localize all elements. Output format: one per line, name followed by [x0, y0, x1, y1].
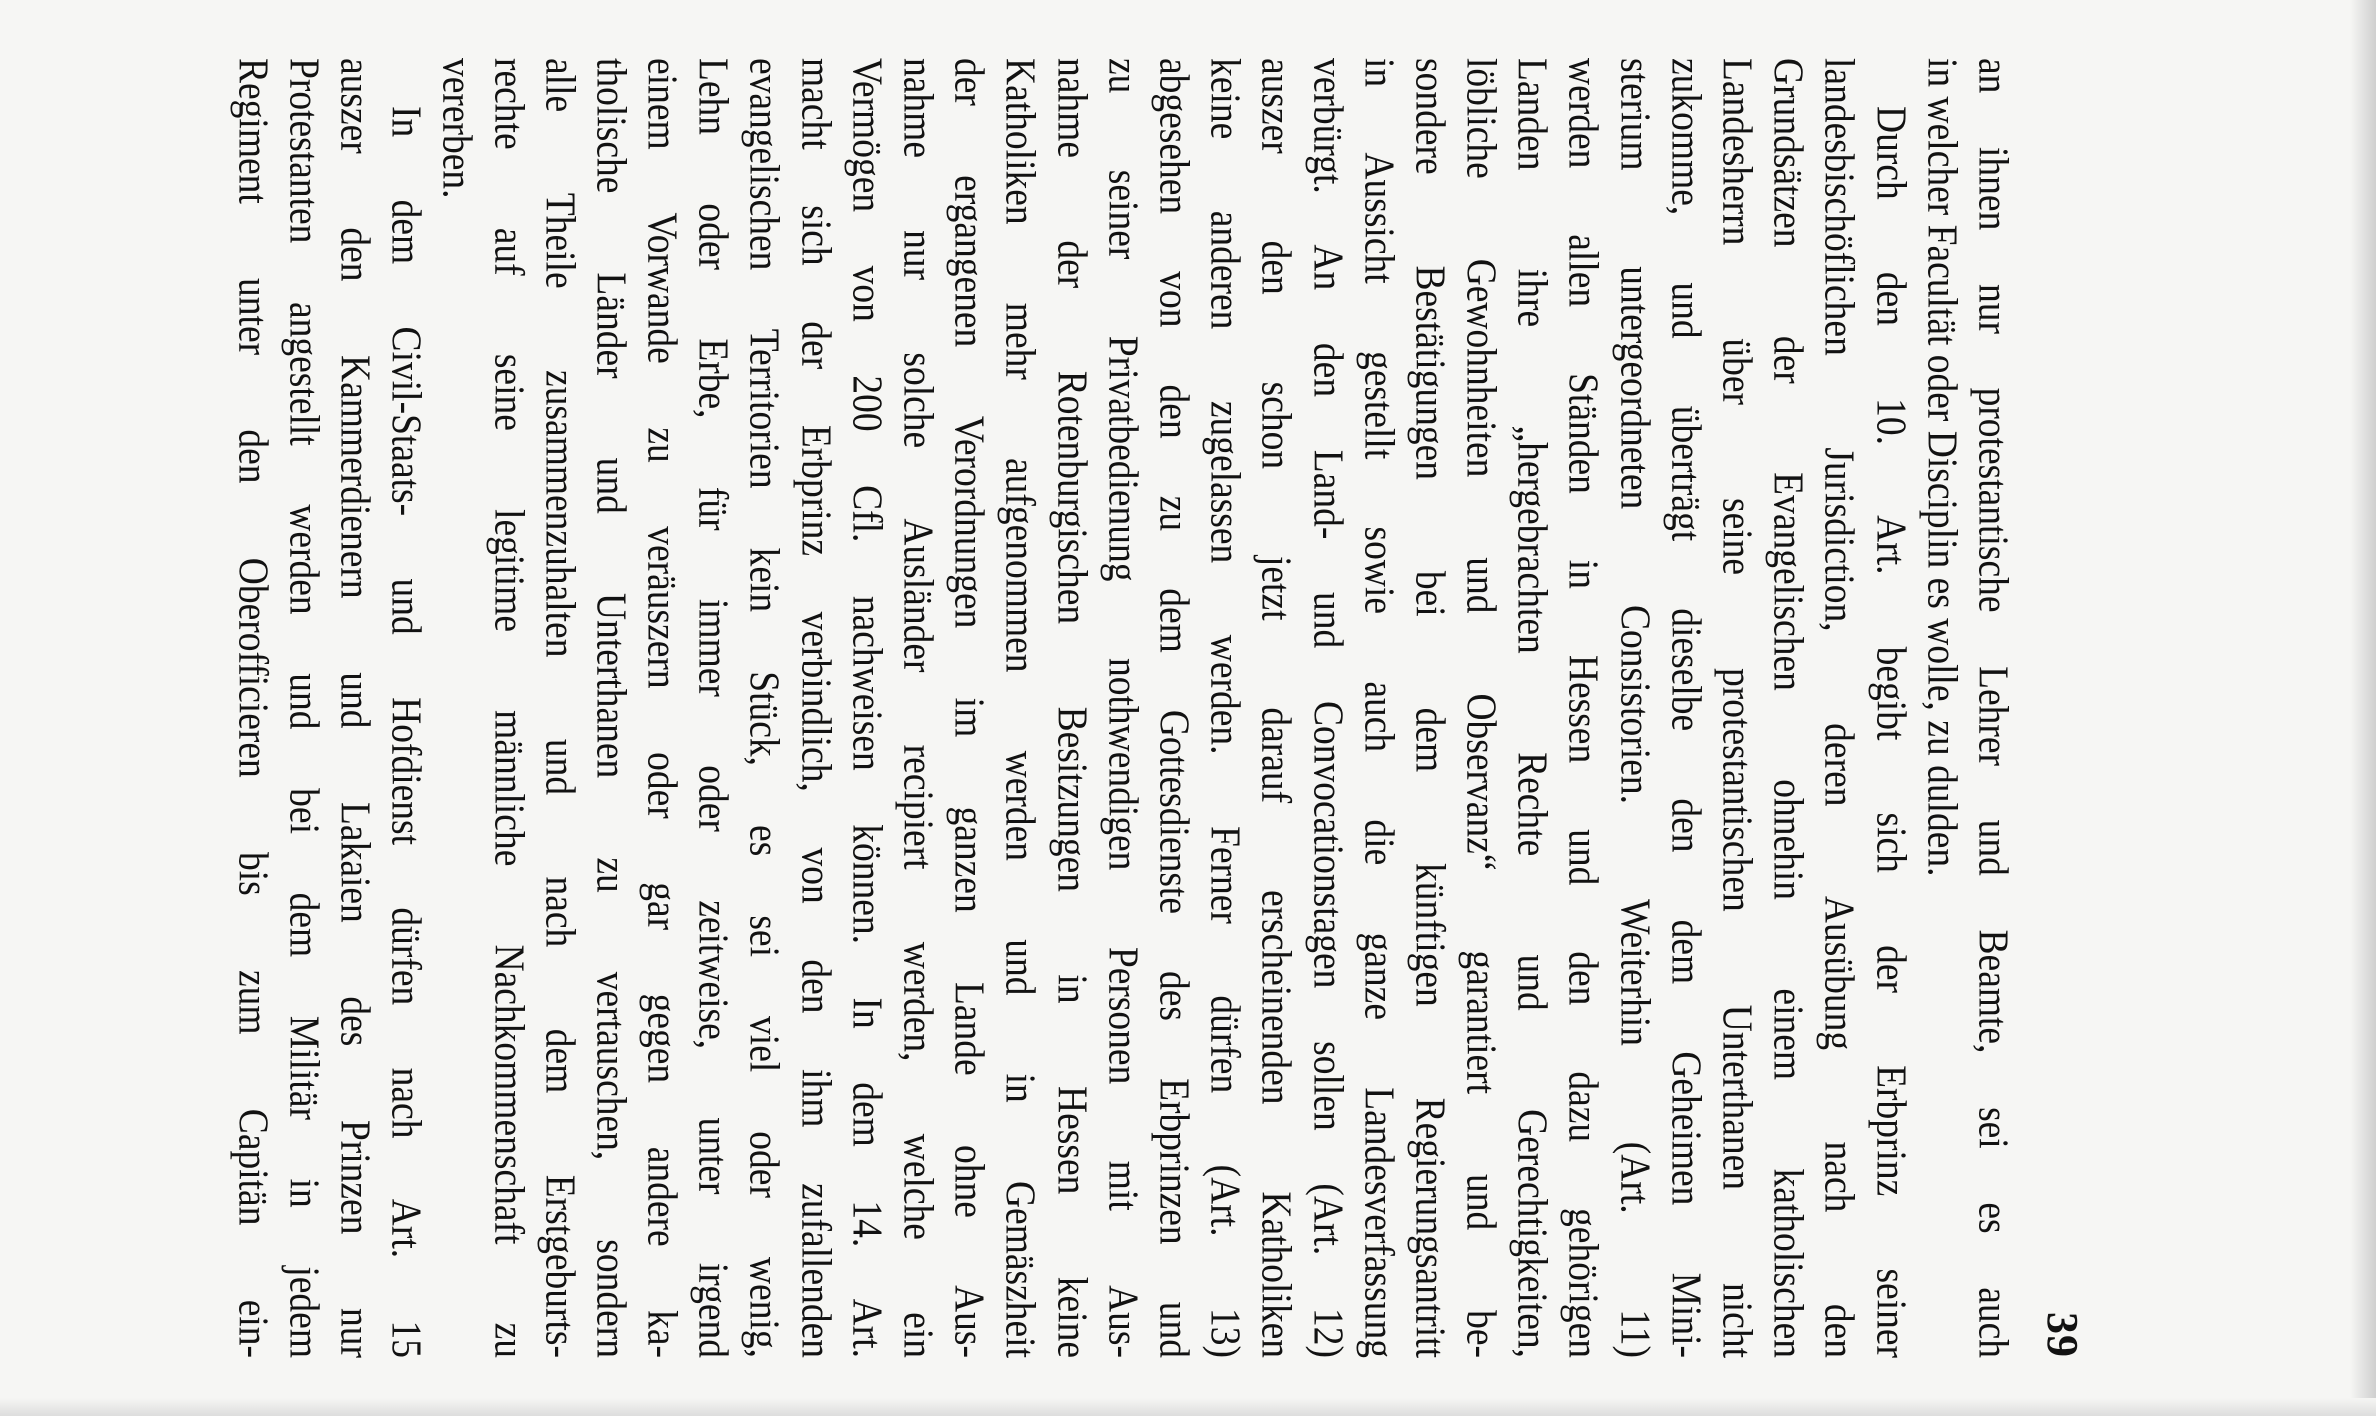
paper-edge-shadow-right: [2350, 0, 2376, 1416]
text-line: In dem Civil-Staats- und Hofdienst dürfen nach Art. 15: [382, 106, 429, 1358]
text-line: keine anderen zugelassen werden. Ferner dürfen (Art. 13): [1201, 58, 1248, 1358]
text-line: Durch den 10. Art. begibt sich der Erbprinz seiner: [1867, 106, 1914, 1358]
text-line: Grundsätzen der Evangelischen ohnehin einem katholischen: [1764, 58, 1811, 1358]
text-line: sterium untergeordneten Consistorien. Weiterhin (Art. 11): [1611, 58, 1658, 1358]
paper-edge-shadow-bottom: [0, 1398, 2376, 1416]
text-line: sondere Bestätigungen bei dem künftigen Regierungsantritt: [1406, 58, 1453, 1358]
text-line: abgesehen von den zu dem Gottesdienste des Erbprinzen und: [1150, 58, 1197, 1358]
text-line: evangelischen Territorien kein Stück, es sei viel oder wenig,: [741, 58, 787, 1358]
text-line: auszer den Kammerdienern und Lakaien des Prinzen nur: [331, 58, 378, 1358]
text-line: Vermögen von 200 Cfl. nachweisen können. In dem 14. Art.: [843, 58, 890, 1358]
text-line: Landesherrn über seine protestantischen Unterthanen nicht: [1713, 58, 1760, 1358]
text-line: Katholiken mehr aufgenommen werden und in Gemäszheit: [996, 58, 1043, 1358]
text-line: Lehn oder Erbe, für immer oder zeitweise, unter irgend: [689, 58, 736, 1358]
text-line: nahme der Rotenburgischen Besitzungen in Hessen keine: [1048, 58, 1095, 1358]
text-line: Protestanten angestellt werden und bei dem Militär in jedem: [280, 58, 327, 1358]
text-line: vererben.: [433, 58, 480, 199]
text-line: an ihnen nur protestantische Lehrer und Beamte, sei es auch: [1969, 58, 2016, 1358]
page-number: 39: [2038, 1312, 2087, 1358]
text-line: macht sich der Erbprinz verbindlich, von den ihm zufallenden: [792, 58, 839, 1358]
text-line: in welcher Facultät oder Disciplin es wolle, zu dulden.: [1918, 58, 1965, 877]
text-line: auszer den schon jetzt darauf erscheinenden Katholiken: [1252, 58, 1299, 1358]
text-line: Landen ihre „hergebrachten Rechte und Gerechtigkeiten,: [1508, 58, 1555, 1358]
text-line: einem Vorwande zu veräuszern oder gar gegen andere ka-: [638, 58, 685, 1358]
text-line: der ergangenen Verordnungen im ganzen Lande ohne Aus-: [945, 58, 992, 1358]
text-line: landesbischöflichen Jurisdiction, deren Ausübung nach den: [1815, 58, 1862, 1358]
text-line: zu seiner Privatbedienung nothwendigen Personen mit Aus-: [1099, 58, 1146, 1358]
text-line: nahme nur solche Ausländer recipiert werden, welche ein: [894, 58, 941, 1358]
text-line: zukomme, und überträgt dieselbe den dem Geheimen Mini-: [1662, 58, 1709, 1358]
text-line: in Aussicht gestellt sowie auch die ganze Landesverfassung: [1355, 58, 1402, 1358]
text-line: rechte auf seine legitime männliche Nachkommenschaft zu: [485, 58, 532, 1358]
text-line: tholische Länder und Unterthanen zu vertauschen, sondern: [587, 58, 634, 1358]
rotated-book-page: [229, 58, 2098, 1358]
text-line: werden allen Ständen in Hessen und den dazu gehörigen: [1560, 58, 1606, 1358]
text-line: Regiment unter den Oberofficieren bis zum Capitän ein-: [229, 58, 276, 1358]
body-text: [226, 58, 2018, 1358]
text-line: alle Theile zusammenzuhalten und nach dem Erstgeburts-: [536, 58, 583, 1358]
text-line: löbliche Gewohnheiten und Observanz“ garantiert und be-: [1457, 58, 1504, 1358]
text-line: verbürgt. An den Land- und Convocationstagen sollen (Art. 12): [1304, 58, 1351, 1358]
